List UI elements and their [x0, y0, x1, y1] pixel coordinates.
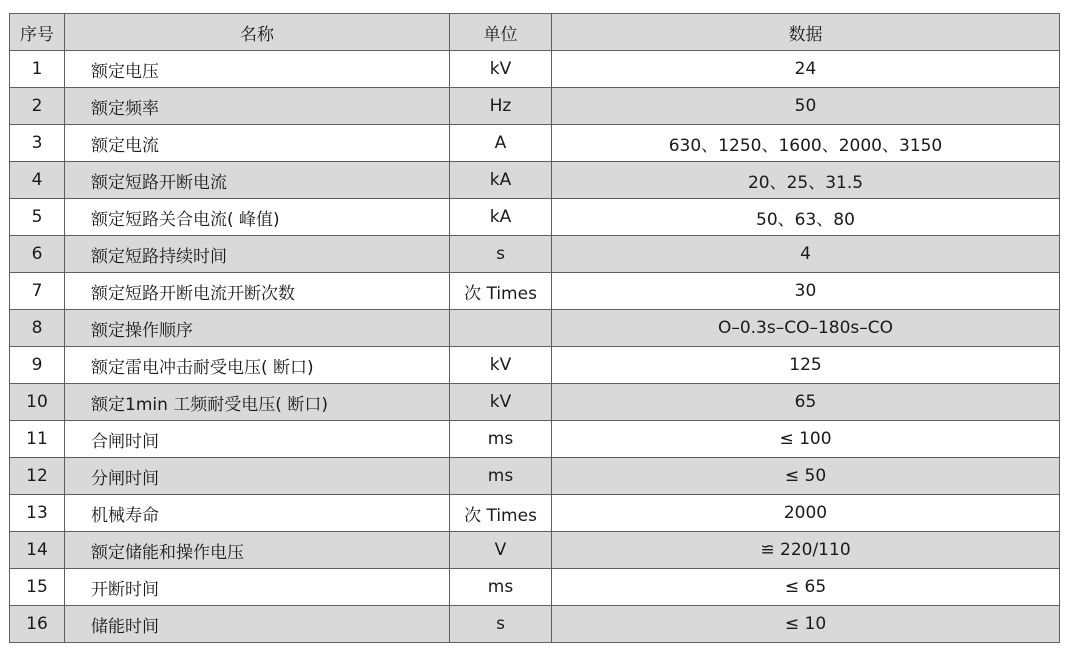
row-data-cell: 630、1250、1600、2000、3150	[552, 125, 1060, 162]
row-data-cell: ≤ 65	[552, 569, 1060, 606]
row-unit-cell	[450, 310, 552, 347]
row-unit-cell: ms	[450, 569, 552, 606]
row-data-cell: 20、25、31.5	[552, 162, 1060, 199]
row-unit-cell: kV	[450, 51, 552, 88]
row-index-cell: 2	[10, 88, 65, 125]
row-unit-cell: ms	[450, 458, 552, 495]
row-name-cell: 额定操作顺序	[65, 310, 450, 347]
table-row	[10, 458, 1060, 495]
row-data-cell: 50、63、80	[552, 199, 1060, 236]
row-data-cell: 50	[552, 88, 1060, 125]
row-name-cell: 额定储能和操作电压	[65, 532, 450, 569]
row-index-cell: 5	[10, 199, 65, 236]
row-unit-cell: 次 Times	[450, 273, 552, 310]
row-unit-cell: kV	[450, 384, 552, 421]
row-unit-cell: A	[450, 125, 552, 162]
row-data-cell: O–0.3s–CO–180s–CO	[552, 310, 1060, 347]
header-unit: 单位	[450, 14, 552, 51]
row-name-cell: 额定电流	[65, 125, 450, 162]
row-name-cell: 额定短路开断电流	[65, 162, 450, 199]
spec-table	[9, 13, 1060, 643]
table-row	[10, 347, 1060, 384]
row-name-cell: 机械寿命	[65, 495, 450, 532]
row-data-cell: 125	[552, 347, 1060, 384]
row-data-cell: ≤ 100	[552, 421, 1060, 458]
table-row	[10, 606, 1060, 643]
row-index-cell: 13	[10, 495, 65, 532]
row-data-cell: 2000	[552, 495, 1060, 532]
row-name-cell: 额定频率	[65, 88, 450, 125]
row-index-cell: 15	[10, 569, 65, 606]
row-data-cell: 30	[552, 273, 1060, 310]
table-row	[10, 125, 1060, 162]
table-row	[10, 51, 1060, 88]
row-unit-cell: V	[450, 532, 552, 569]
row-index-cell: 3	[10, 125, 65, 162]
row-data-cell: ≤ 50	[552, 458, 1060, 495]
table-row	[10, 273, 1060, 310]
row-data-cell: 4	[552, 236, 1060, 273]
row-name-cell: 分闸时间	[65, 458, 450, 495]
table-row	[10, 199, 1060, 236]
table-row	[10, 421, 1060, 458]
row-name-cell: 额定短路开断电流开断次数	[65, 273, 450, 310]
row-index-cell: 7	[10, 273, 65, 310]
row-name-cell: 开断时间	[65, 569, 450, 606]
row-index-cell: 14	[10, 532, 65, 569]
row-data-cell: ≤ 10	[552, 606, 1060, 643]
table-row	[10, 495, 1060, 532]
row-data-cell: 65	[552, 384, 1060, 421]
row-name-cell: 额定雷电冲击耐受电压( 断口)	[65, 347, 450, 384]
row-unit-cell: 次 Times	[450, 495, 552, 532]
row-index-cell: 10	[10, 384, 65, 421]
row-unit-cell: kA	[450, 162, 552, 199]
table-row	[10, 162, 1060, 199]
row-unit-cell: kV	[450, 347, 552, 384]
row-unit-cell: ms	[450, 421, 552, 458]
header-data: 数据	[552, 14, 1060, 51]
table-header	[10, 14, 1060, 51]
row-data-cell: ≌ 220/110	[552, 532, 1060, 569]
header-name: 名称	[65, 14, 450, 51]
row-index-cell: 6	[10, 236, 65, 273]
table-row	[10, 569, 1060, 606]
row-name-cell: 额定短路关合电流( 峰值)	[65, 199, 450, 236]
row-index-cell: 11	[10, 421, 65, 458]
header-row	[10, 14, 1060, 51]
table-row	[10, 384, 1060, 421]
row-unit-cell: kA	[450, 199, 552, 236]
row-name-cell: 合闸时间	[65, 421, 450, 458]
row-data-cell: 24	[552, 51, 1060, 88]
row-index-cell: 12	[10, 458, 65, 495]
row-index-cell: 1	[10, 51, 65, 88]
row-index-cell: 9	[10, 347, 65, 384]
table-row	[10, 236, 1060, 273]
row-unit-cell: s	[450, 606, 552, 643]
row-index-cell: 8	[10, 310, 65, 347]
table-body	[10, 51, 1060, 643]
table-row	[10, 310, 1060, 347]
row-name-cell: 储能时间	[65, 606, 450, 643]
row-unit-cell: s	[450, 236, 552, 273]
row-name-cell: 额定短路持续时间	[65, 236, 450, 273]
row-name-cell: 额定1min 工频耐受电压( 断口)	[65, 384, 450, 421]
row-index-cell: 16	[10, 606, 65, 643]
row-name-cell: 额定电压	[65, 51, 450, 88]
row-unit-cell: Hz	[450, 88, 552, 125]
header-index: 序号	[10, 14, 65, 51]
table-row	[10, 532, 1060, 569]
row-index-cell: 4	[10, 162, 65, 199]
table-row	[10, 88, 1060, 125]
